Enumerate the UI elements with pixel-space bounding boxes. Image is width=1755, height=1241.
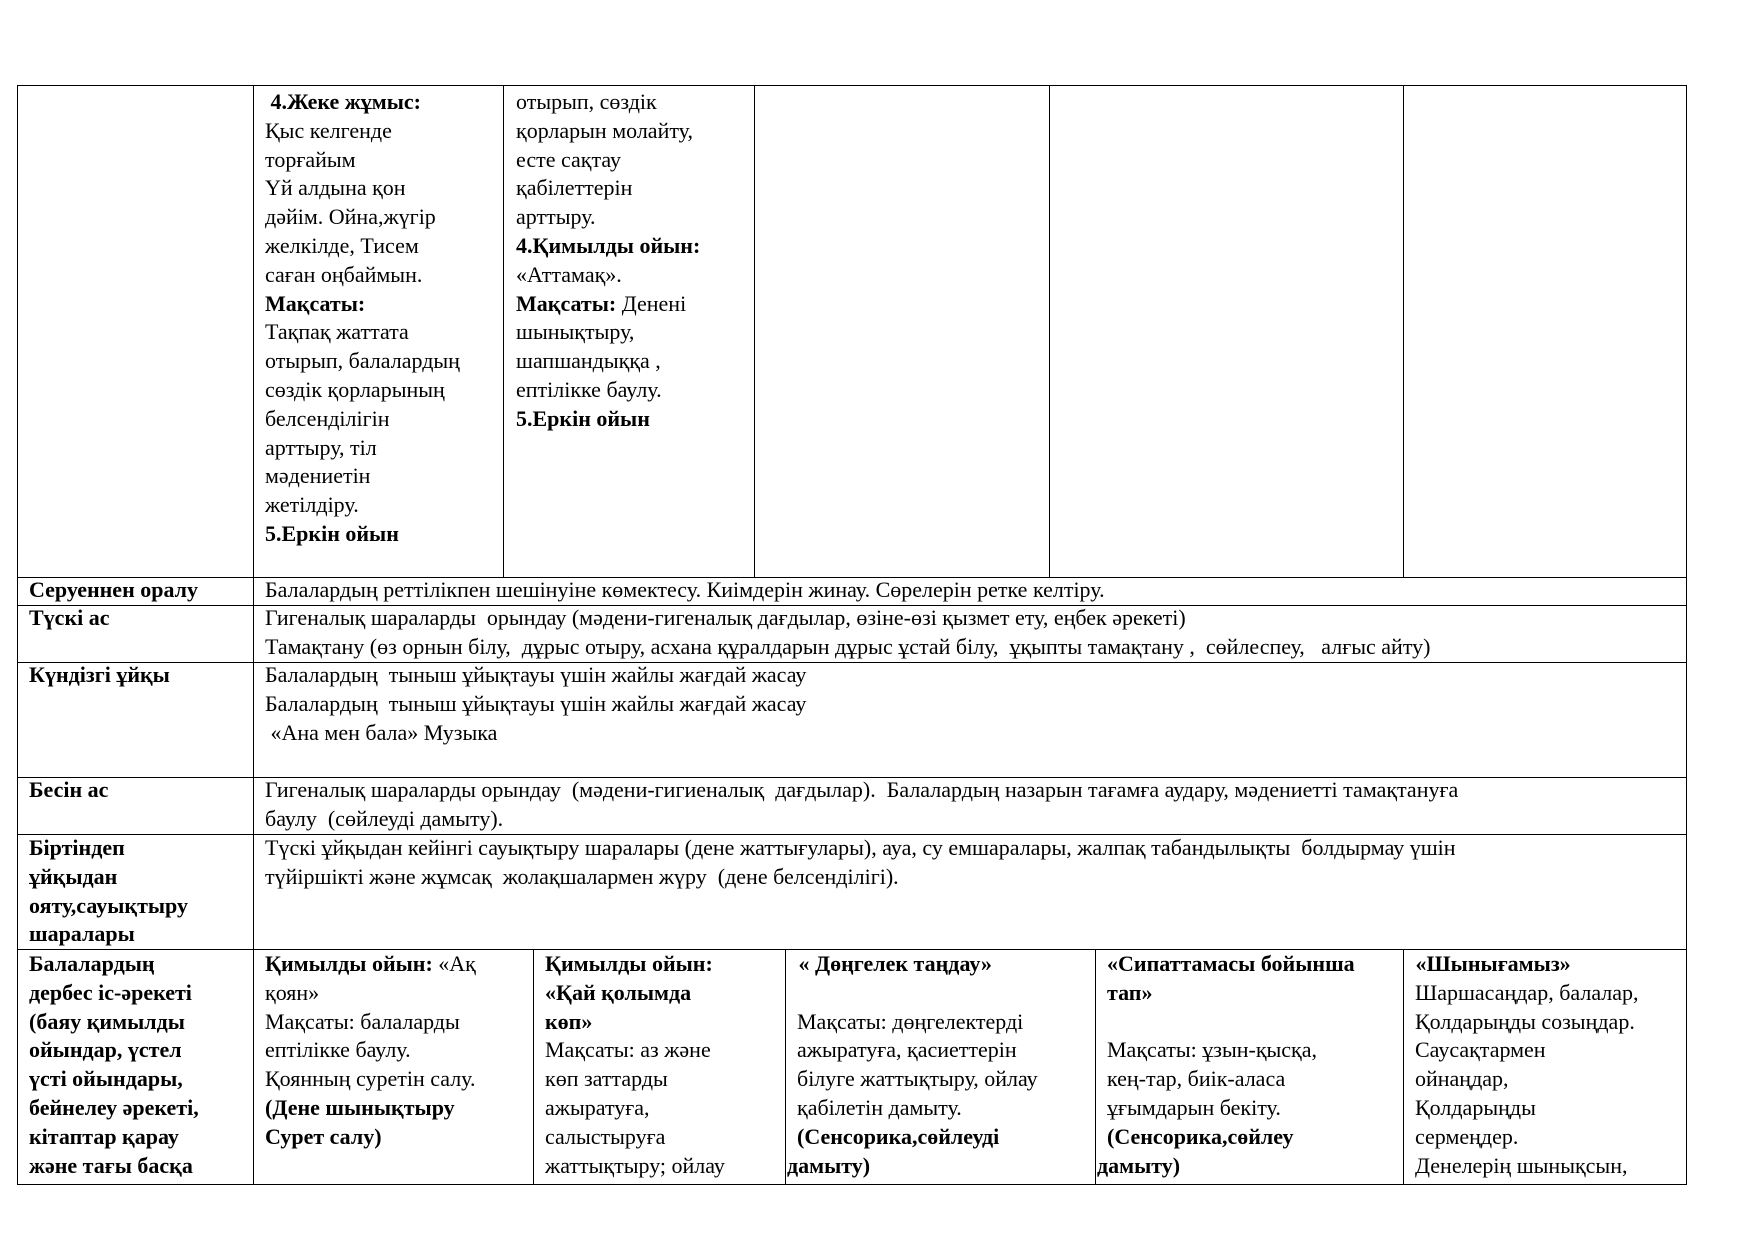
activity-1-tags: (Дене шынықтыру Сурет салу) (265, 1095, 455, 1149)
activity-1-text: Мақсаты: балаларды ептілікке баулу. Қоянның суретін салу. (265, 1008, 476, 1092)
row-text-nap-line3: «Ана мен бала» Музыка (265, 719, 498, 745)
vocabulary-text: отырып, сөздік қорларын молайту, есте сақтау қабілеттерін арттыру. (516, 89, 693, 230)
row-label-lunch: Түскі ас (29, 605, 110, 630)
column-divider (754, 85, 755, 577)
row-text-lunch-line1: Гигеналық шараларды орындау (мәдени-гигеналық дағдылар, өзіне-өзі қызмет ету, еңбек әрекеті) (265, 605, 1186, 630)
row-text-snack-line2: баулу (сөйлеуді дамыту). (265, 805, 504, 831)
column-divider (1403, 949, 1404, 1184)
activity-2-title: Қимылды ойын: «Қай қолымда көп» (545, 951, 713, 1034)
row-label-nap: Күндізгі ұйқы (29, 662, 170, 687)
row-label-afternoon-snack: Бесін ас (29, 777, 109, 802)
column-divider (1403, 85, 1404, 577)
column-divider (785, 949, 786, 1184)
activity-1-title (265, 950, 476, 979)
individual-work-heading: 4.Жеке жұмыс: (265, 89, 421, 114)
column-divider (1049, 85, 1050, 577)
activity-3-text: Мақсаты: дөңгелектерді ажыратуға, қасиеттерін білуге жаттықтыру, ойлау қабілетін дамыту. (797, 1008, 1038, 1120)
goal-text-inline: Денені (616, 290, 687, 316)
column-divider (533, 949, 534, 1184)
row-text-wakeup-line2: түйіршікті және жұмсақ жолақшалармен жүру (дене белсенділігі). (265, 863, 899, 889)
activity-1-title-line2: қоян» (265, 979, 320, 1005)
activity-3-tags: (Сенсорика,сөйлеуді (797, 1124, 1000, 1149)
row-text-nap-line1: Балалардың тыныш ұйықтауы үшін жайлы жағдай жасау (265, 662, 807, 687)
activity-4-tags-line2: дамыту) (1097, 1152, 1181, 1178)
goal-label: Мақсаты: (516, 290, 617, 316)
activity-4-text: Мақсаты: ұзын-қысқа, кең-тар, биік-аласа ұғымдарын бекіту. (1107, 1037, 1318, 1120)
table-left-border (17, 85, 18, 1185)
activity-1-title-rest: «Ақ (432, 951, 476, 976)
row-label-return-from-walk: Серуеннен оралу (29, 577, 199, 602)
activity-1-title-bold: Қимылды ойын: (265, 951, 433, 976)
goal-text: Тақпақ жаттата отырып, балалардың сөздік қорларының белсенділігін арттыру, тіл мәдениетін жетілдіру. (265, 319, 460, 518)
table-bottom-border (17, 1184, 1687, 1185)
table-right-border (1686, 85, 1687, 1185)
movement-game-name: «Аттамақ». (516, 261, 622, 287)
row-text-wakeup-line1: Түскі ұйқыдан кейінгі сауықтыру шаралары (дене жаттығулары), ауа, су емшаралары, жалпақ табандылықты болдырмау үшін (265, 835, 1456, 860)
column-divider (503, 85, 504, 577)
goal-label: Мақсаты: (265, 290, 366, 316)
column-divider (1095, 949, 1096, 1184)
row-text-snack-line1: Гигеналық шараларды орындау (мәдени-гигиеналық дағдылар). Балалардың назарын тағамға аудару, мәдениетті тамақтануға (265, 777, 1459, 802)
row-text-nap-line2: Балалардың тыныш ұйықтауы үшін жайлы жағдай жасау (265, 690, 807, 716)
row-label-gradual-wakeup: Біртіндеп ұйқыдан ояту,сауықтыру шаралары (29, 835, 188, 947)
activity-5-text: Шаршасаңдар, балалар, Қолдарыңды созыңдар. Саусақтармен ойнаңдар, Қолдарыңды сермеңдер. Денелерің шынықсын, (1415, 979, 1639, 1178)
activity-4-title: «Сипаттамасы бойынша тап» (1107, 951, 1355, 1005)
table-top-border (17, 85, 1687, 86)
row-text-lunch-line2: Тамақтану (өз орнын білу, дұрыс отыру, асхана құралдарын дұрыс ұстай білу, ұқыпты тамақтану , сөйлеспеу, алғыс айту) (265, 633, 1431, 659)
movement-game-label: 4.Қимылды ойын: (516, 233, 701, 258)
activity-3-title: « Дөңгелек таңдау» (793, 951, 992, 976)
goal-text: шынықтыру, шапшандыққа , ептілікке баулу. (516, 319, 662, 402)
activity-4-tags: (Сенсорика,сөйлеу (1107, 1124, 1294, 1149)
label-column-divider (253, 85, 254, 1185)
row-text-return-from-walk: Балалардың реттілікпен шешінуіне көмектесу. Киімдерін жинау. Сөрелерін ретке келтіру. (265, 577, 1105, 602)
goal-line (516, 290, 686, 319)
free-play-label: 5.Еркін ойын (265, 521, 399, 546)
poem-text: Қыс келгенде торғайым Үй алдына қон дәйім. Ойна,жүгір желкілде, Тисем саған оңбаймын. (265, 117, 436, 287)
free-play-label: 5.Еркін ойын (516, 405, 650, 431)
activity-2-text: Мақсаты: аз және көп заттарды ажыратуға, салыстыруға жаттықтыру; ойлау (545, 1037, 725, 1178)
row-label-independent-activity: Балалардың дербес іс-әрекеті (баяу қимылды ойындар, үстел үсті ойындары, бейнелеу әрекеті, кітаптар қарау және тағы басқа (29, 951, 199, 1178)
activity-3-tags-line2: дамыту) (787, 1152, 871, 1178)
activity-5-title: «Шынығамыз» (1410, 951, 1571, 976)
